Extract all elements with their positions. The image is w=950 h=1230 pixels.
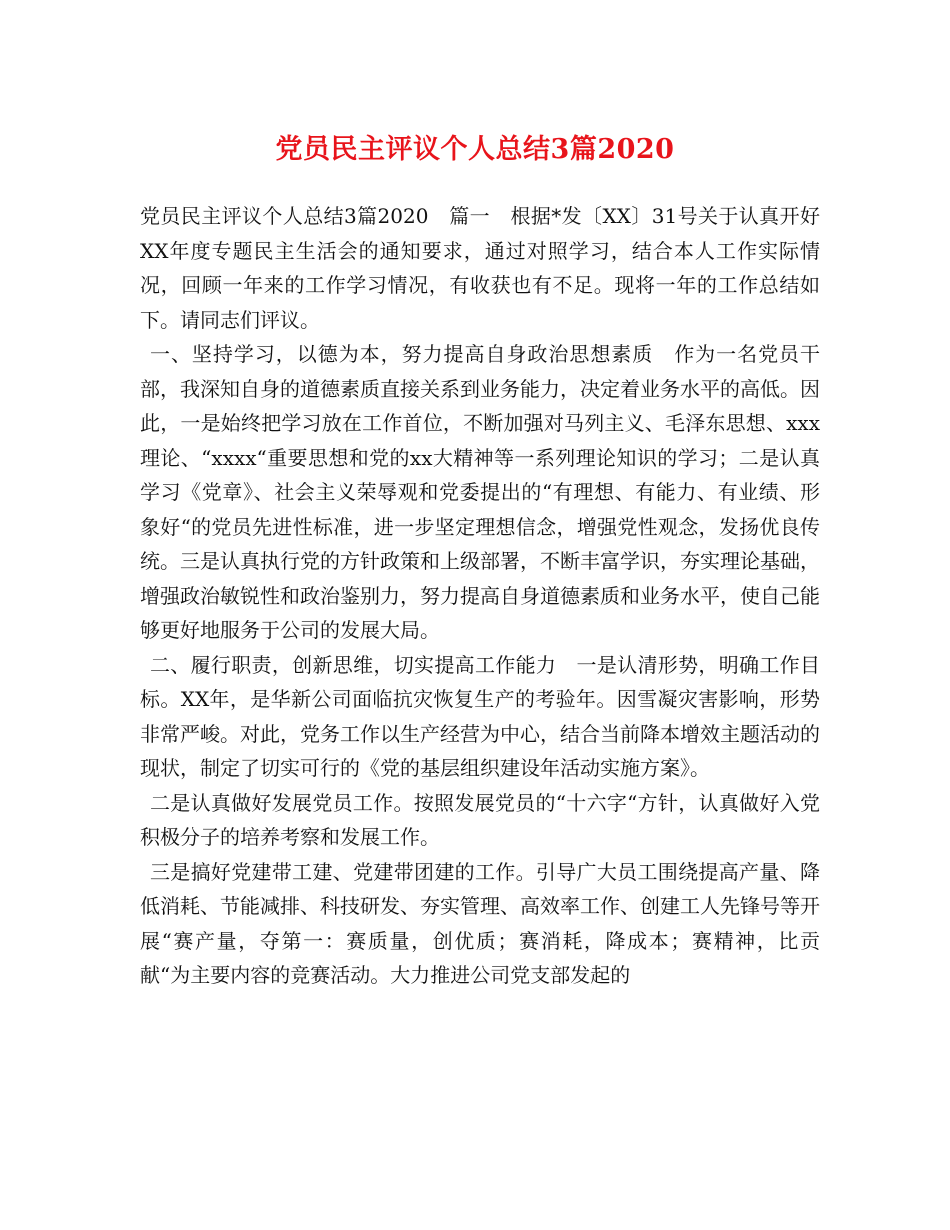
- document-body: [140, 199, 820, 993]
- paragraph-section-two: 二、履行职责，创新思维，切实提高工作能力 一是认清形势，明确工作目标。XX年，是华新公司面临抗灾恢复生产的考验年。因雪凝灾害影响，形势非常严峻。对此，党务工作以生产经营为中心，结合当前降本增效主题活动的现状，制定了切实可行的《党的基层组织建设年活动实施方案》。: [140, 652, 820, 780]
- paragraph-intro: 党员民主评议个人总结3篇2020 篇一 根据*发〔XX〕31号关于认真开好XX年度专题民主生活会的通知要求，通过对照学习，结合本人工作实际情况，回顾一年来的工作学习情况，有收获也有不足。现将一年的工作总结如下。请同志们评议。: [140, 204, 820, 332]
- document-title: 党员民主评议个人总结3篇2020: [275, 134, 675, 165]
- paragraph-point-three: 三是搞好党建带工建、党建带团建的工作。引导广大员工围绕提高产量、降低消耗、节能减排、科技研发、夯实管理、高效率工作、创建工人先锋号等开展“赛产量，夺第一：赛质量，创优质；赛消耗，降成本；赛精神，比贡献“为主要内容的竞赛活动。大力推进公司党支部发起的: [140, 859, 820, 987]
- paragraph-section-one: 一、坚持学习，以德为本，努力提高自身政治思想素质 作为一名党员干部，我深知自身的道德素质直接关系到业务能力，决定着业务水平的高低。因此，一是始终把学习放在工作首位，不断加强对马列主义、毛泽东思想、xxx理论、“xxxx“重要思想和党的xx大精神等一系列理论知识的学习；二是认真学习《党章》、社会主义荣辱观和党委提出的“有理想、有能力、有业绩、形象好“的党员先进性标准，进一步坚定理想信念，增强党性观念，发扬优良传统。三是认真执行党的方针政策和上级部署，不断丰富学识，夯实理论基础，增强政治敏锐性和政治鉴别力，努力提高自身道德素质和业务水平，使自己能够更好地服务于公司的发展大局。: [140, 342, 820, 642]
- paragraph-point-two: 二是认真做好发展党员工作。按照发展党员的“十六字“方针，认真做好入党积极分子的培养考察和发展工作。: [140, 790, 820, 849]
